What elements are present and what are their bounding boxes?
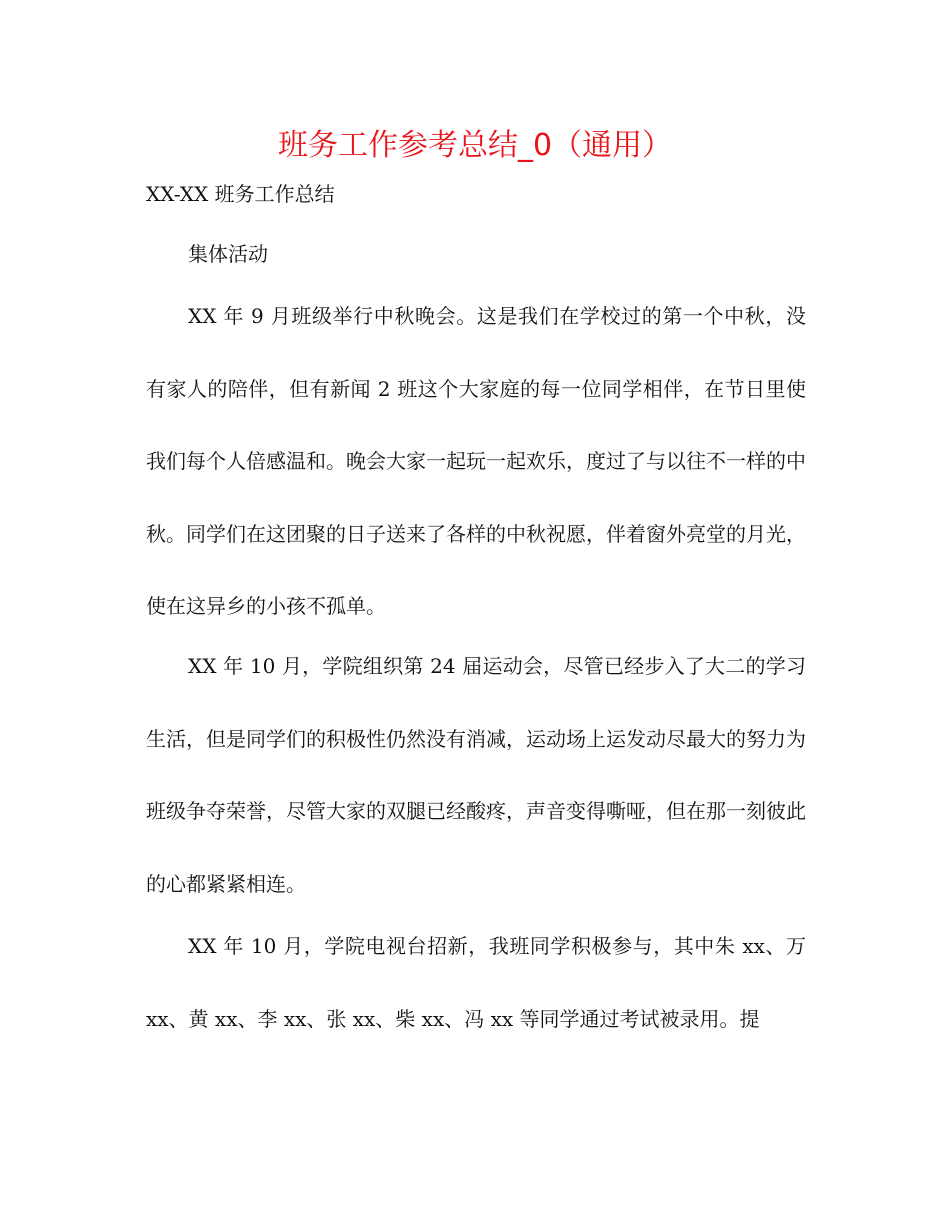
- document-title: 班务工作参考总结_0（通用）: [277, 128, 673, 163]
- paragraph-tv-station: XX 年 10 月，学院电视台招新，我班同学积极参与，其中朱 xx、万 xx、黄 xx、李 xx、张 xx、柴 xx、冯 xx 等同学通过考试被录用。提: [146, 934, 806, 1031]
- paragraph-mid-autumn: XX 年 9 月班级举行中秋晚会。这是我们在学校过的第一个中秋，没有家人的陪伴，但有新闻 2 班这个大家庭的每一位同学相伴，在节日里使我们每个人倍感温和。晚会大家一起玩一起欢乐，度过了与以往不一样的中秋。同学们在这团聚的日子送来了各样的中秋祝愿，伴着窗外亮堂的月光，使在这异乡的小孩不孤单。: [146, 304, 806, 618]
- paragraph-sports-meeting: XX 年 10 月，学院组织第 24 届运动会，尽管已经步入了大二的学习生活，但是同学们的积极性仍然没有消减，运动场上运发动尽最大的努力为班级争夺荣誉，尽管大家的双腿已经酸疼，声音变得嘶哑，但在那一刻彼此的心都紧紧相连。: [146, 654, 806, 896]
- document-subtitle: XX-XX 班务工作总结: [146, 182, 335, 206]
- section-heading: 集体活动: [188, 242, 268, 266]
